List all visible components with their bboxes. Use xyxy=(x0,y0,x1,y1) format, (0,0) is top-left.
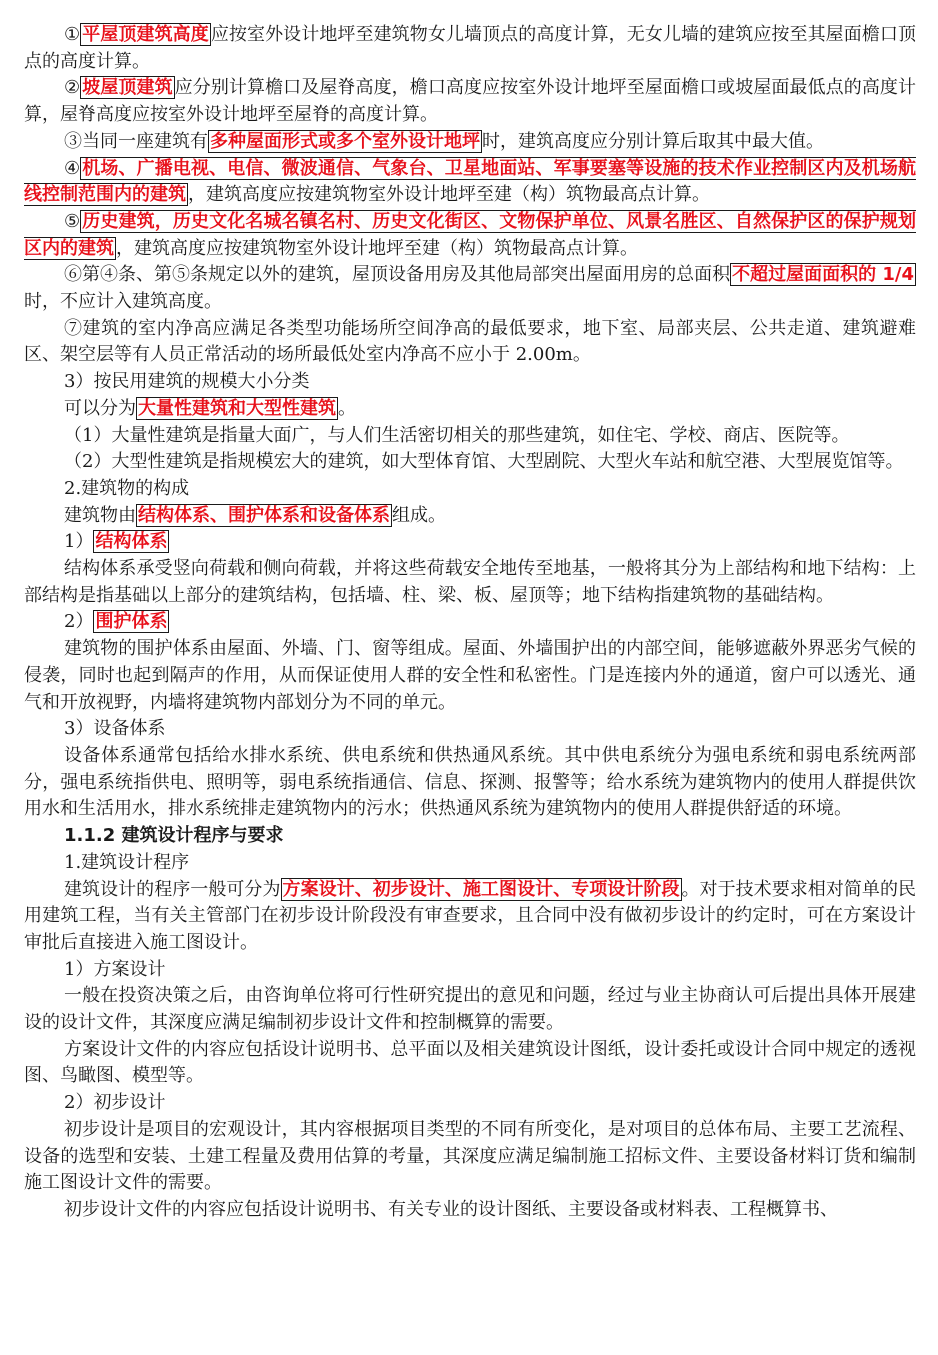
paragraph-text: 时，建筑高度应分别计算后取其中最大值。 xyxy=(482,130,824,152)
document-body xyxy=(24,22,916,1224)
highlight-term: 平屋顶建筑高度 xyxy=(82,24,209,45)
paragraph-text: ，建筑高度应按建筑物室外设计地坪至建（构）筑物最高点计算。 xyxy=(188,184,710,206)
highlight-term: 机场、广播电视、电信、微波通信、气象台、卫星地面站、军事要塞等设施的技术作业控制区内及机场航线控制范围内的建筑 xyxy=(24,157,916,206)
highlight-term: 坡屋顶建筑 xyxy=(82,77,173,99)
subheading-equipment-system: 3）设备体系 xyxy=(64,718,166,740)
paragraph-text: ⑤ xyxy=(64,210,81,232)
paragraph-clear-height: ⑦建筑的室内净高应满足各类型功能场所空间净高的最低要求，地下室、局部夹层、公共走道、建筑避难区、架空层等有人员正常活动的场所最低处室内净高不应小于 2.00m。 xyxy=(24,317,916,366)
paragraph-envelope-system: 建筑物的围护体系由屋面、外墙、门、窗等组成。屋面、外墙围护出的内部空间，能够遮蔽外界恶劣气候的侵袭，同时也起到隔声的作用，从而保证使用人群的安全性和私密性。门是连接内外的通道，窗户可以透光、通气和开放视野，内墙将建筑物内部划分为不同的单元。 xyxy=(24,638,916,713)
highlight-term: 不超过屋面面积的 1/4 xyxy=(732,264,915,286)
section-heading-scale-classification: 3）按民用建筑的规模大小分类 xyxy=(64,371,310,393)
paragraph-text: 应按室外设计地坪至建筑物女儿墙顶点的高度计算，无女儿墙的建筑应按至其屋面檐口顶点的高度计算。 xyxy=(24,24,917,72)
paragraph-schematic-contents: 方案设计文件的内容应包括设计说明书、总平面以及相关建筑设计图纸，设计委托或设计合同中规定的透视图、鸟瞰图、模型等。 xyxy=(24,1038,916,1087)
paragraph-historic-buildings xyxy=(24,209,916,262)
subheading-structural-system xyxy=(24,529,916,556)
section-heading-design-procedure: 1.1.2 建筑设计程序与要求 xyxy=(64,825,284,847)
paragraph-text: 时，不应计入建筑高度。 xyxy=(24,291,222,313)
paragraph-text: 可以分为 xyxy=(64,397,136,419)
paragraph-multiple-roof-forms xyxy=(24,129,916,156)
paragraph-text: 组成。 xyxy=(392,504,446,526)
paragraph-large-buildings: （2）大型性建筑是指规模宏大的建筑，如大型体育馆、大型剧院、大型火车站和航空港、大型展览馆等。 xyxy=(64,451,904,473)
section-heading-building-composition: 2.建筑物的构成 xyxy=(64,477,190,499)
paragraph-pitched-roof-height xyxy=(24,75,916,128)
paragraph-text: ③当同一座建筑有 xyxy=(64,130,208,152)
paragraph-text: 建筑物由 xyxy=(64,504,136,526)
paragraph-preliminary-design: 初步设计是项目的宏观设计，其内容根据项目类型的不同有所变化，是对项目的总体布局、主要工艺流程、设备的选型和安装、土建工程量及费用估算的考量，其深度应满足编制施工招标文件、主要设备材料订货和编制施工图设计文件的需要。 xyxy=(24,1118,916,1194)
paragraph-schematic-design: 一般在投资决策之后，由咨询单位将可行性研究提出的意见和问题，经过与业主协商认可后提出具体开展建设的设计文件，其深度应满足编制初步设计文件和控制概算的需要。 xyxy=(24,985,916,1034)
subheading-design-procedure: 1.建筑设计程序 xyxy=(64,851,190,873)
paragraph-text: ，建筑高度应按建筑物室外设计地坪至建（构）筑物最高点计算。 xyxy=(116,237,638,259)
paragraph-flat-roof-height xyxy=(24,22,916,75)
highlight-term: 围护体系 xyxy=(95,611,168,633)
paragraph-text: 建筑设计的程序一般可分为 xyxy=(64,878,281,900)
paragraph-text: 2） xyxy=(64,611,94,633)
highlight-term: 历史建筑，历史文化名城名镇名村、历史文化街区、文物保护单位、风景名胜区、自然保护区的保护规划区内的建筑 xyxy=(24,210,916,259)
highlight-term: 方案设计、初步设计、施工图设计、专项设计阶段 xyxy=(282,878,680,900)
paragraph-text: 应分别计算檐口及屋脊高度，檐口高度应按室外设计地坪至屋面檐口或坡屋面最低点的高度计算，屋脊高度应按室外设计地坪至屋脊的高度计算。 xyxy=(24,77,917,126)
paragraph-text: ④ xyxy=(64,157,81,179)
paragraph-text: 。 xyxy=(338,397,356,419)
paragraph-scale-types xyxy=(24,396,916,423)
paragraph-text: ② xyxy=(64,77,81,99)
paragraph-airport-control-zone xyxy=(24,156,916,209)
highlight-term: 多种屋面形式或多个室外设计地坪 xyxy=(210,130,480,152)
subheading-preliminary-design: 2）初步设计 xyxy=(64,1092,166,1114)
paragraph-equipment-system: 设备体系通常包括给水排水系统、供电系统和供热通风系统。其中供电系统分为强电系统和弱电系统两部分，强电系统指供电、照明等，弱电系统指通信、信息、探测、报警等；给水系统为建筑物内的使用人群提供饮用水和生活用水，排水系统排走建筑物内的污水；供热通风系统为建筑物内的使用人群提供舒适的环境。 xyxy=(24,744,916,820)
paragraph-text: ① xyxy=(64,24,81,45)
paragraph-text: 1） xyxy=(64,531,94,553)
paragraph-text: ⑥第④条、第⑤条规定以外的建筑，屋顶设备用房及其他局部突出屋面用房的总面积 xyxy=(64,264,731,286)
paragraph-text: 。对于技术要求相对简单的民用建筑工程，当有关主管部门在初步设计阶段没有审查要求，且合同中没有做初步设计的约定时，可在方案设计审批后直接进入施工图设计。 xyxy=(24,878,917,953)
subheading-schematic-design: 1）方案设计 xyxy=(64,958,166,980)
paragraph-rooftop-equipment xyxy=(24,262,916,315)
paragraph-structural-system: 结构体系承受竖向荷载和侧向荷载，并将这些荷载安全地传至地基，一般将其分为上部结构和地下结构：上部结构是指基础以上部分的建筑结构，包括墙、柱、梁、板、屋顶等；地下结构指建筑物的基础结构。 xyxy=(24,558,916,606)
highlight-term: 大量性建筑和大型性建筑 xyxy=(138,397,336,419)
highlight-term: 结构体系、围护体系和设备体系 xyxy=(138,504,390,526)
highlight-term: 结构体系 xyxy=(95,531,168,553)
paragraph-mass-buildings: （1）大量性建筑是指量大面广，与人们生活密切相关的那些建筑，如住宅、学校、商店、医院等。 xyxy=(64,424,850,446)
paragraph-design-stages xyxy=(24,877,916,957)
paragraph-composition xyxy=(24,503,916,530)
paragraph-preliminary-contents: 初步设计文件的内容应包括设计说明书、有关专业的设计图纸、主要设备或材料表、工程概算书、 xyxy=(64,1198,838,1220)
subheading-envelope-system xyxy=(24,609,916,636)
